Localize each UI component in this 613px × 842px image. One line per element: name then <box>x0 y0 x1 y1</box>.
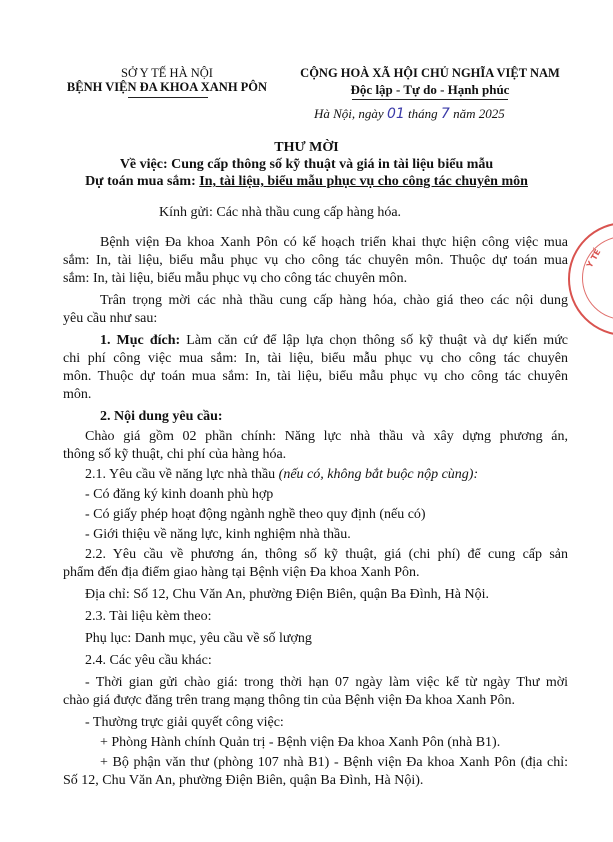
greeting <box>159 204 401 221</box>
budget-line <box>0 174 613 190</box>
req-23: 2.3. Tài liệu kèm theo: <box>85 609 212 624</box>
date-month-label: tháng <box>408 106 438 121</box>
deadline-line-2: chào giá được đăng trên trang mạng thông tin của Bệnh viện Đa khoa Xanh Pôn. <box>63 693 515 708</box>
req-21-item-2: - Có giấy phép hoạt động ngành nghề theo quy định (nếu có) <box>85 507 426 522</box>
invite-line-2: yêu cầu như sau: <box>63 311 158 326</box>
contact-heading: - Thường trực giải quyết công việc: <box>85 715 284 730</box>
req-21-label: 2.1. Yêu cầu về năng lực nhà thầu <box>85 467 279 482</box>
purpose-line-4: môn. <box>63 387 92 402</box>
official-stamp <box>568 222 613 336</box>
budget-value: In, tài liệu, biểu mẫu phục vụ cho công tác chuyên môn <box>199 174 528 189</box>
address-line: Địa chỉ: Số 12, Chu Văn An, phường Điện Biên, quận Ba Đình, Hà Nội. <box>85 587 489 602</box>
document-subject: Về việc: Cung cấp thông số kỹ thuật và giá in tài liệu biểu mẫu <box>119 157 494 172</box>
purpose-line-2: chi phí công việc mua sắm: In, tài liệu, biểu mẫu phục vụ cho công tác chuyên <box>63 351 568 366</box>
content-intro-line-1: Chào giá gồm 02 phần chính: Năng lực nhà thầu và xây dựng phương án, <box>85 429 568 444</box>
intro-line-1: Bệnh viện Đa khoa Xanh Pôn có kế hoạch triển khai thực hiện công việc mua <box>100 235 568 250</box>
budget-label: Dự toán mua sắm: <box>85 174 200 189</box>
date-month-handwritten: 7 <box>440 106 450 122</box>
greeting-recipient: Các nhà thầu cung cấp hàng hóa. <box>216 205 402 220</box>
document-title: THƯ MỜI <box>274 140 339 155</box>
content-heading: 2. Nội dung yêu cầu: <box>100 409 223 424</box>
contact-2-line-2: Số 12, Chu Văn An, phường Điện Biên, quận Ba Đình, Hà Nội). <box>63 773 424 788</box>
req-21 <box>85 466 478 483</box>
date-year: năm 2025 <box>453 106 505 121</box>
content-intro-line-2: thông số kỹ thuật, chi phí của hàng hóa. <box>63 447 287 462</box>
motto: Độc lập - Tự do - Hạnh phúc <box>350 82 510 97</box>
hospital-underline <box>128 97 208 98</box>
req-21-note: (nếu có, không bắt buộc nộp cùng): <box>278 467 479 482</box>
date-day-handwritten: 01 <box>386 106 405 122</box>
purpose-line-1 <box>100 332 568 349</box>
invite-line-1: Trân trọng mời các nhà thầu cung cấp hàng hóa, chào giá theo các nội dung <box>100 293 568 308</box>
hospital-name: BỆNH VIỆN ĐA KHOA XANH PÔN <box>66 80 268 94</box>
purpose-label: 1. Mục đích: <box>100 333 181 348</box>
req-21-item-1: - Có đăng ký kinh doanh phù hợp <box>85 487 274 502</box>
deadline-line-1: - Thời gian gửi chào giá: trong thời hạn 07 ngày làm việc kể từ ngày Thư mời <box>85 675 568 690</box>
date-line <box>314 106 505 122</box>
purpose-text-1: Làm căn cứ để lập lựa chọn thông số kỹ thuật và dự kiến mức <box>180 333 568 348</box>
motto-underline <box>352 99 508 100</box>
req-22-line-1: 2.2. Yêu cầu về phương án, thông số kỹ thuật, giá (chi phí) để cung cấp sản <box>85 547 568 562</box>
req-22-line-2: phẩm đến địa điểm giao hàng tại Bệnh viện Đa khoa Xanh Pôn. <box>63 565 420 580</box>
purpose-line-3: môn. Thuộc dự toán mua sắm: In, tài liệu, biểu mẫu phục vụ cho công tác chuyên <box>63 369 568 384</box>
nation-name: CỘNG HOÀ XÃ HỘI CHỦ NGHĨA VIỆT NAM <box>300 66 560 80</box>
greeting-label: Kính gửi: <box>159 205 213 220</box>
stamp-text: Y TẾ <box>584 247 603 270</box>
appendix-line: Phụ lục: Danh mục, yêu cầu về số lượng <box>85 631 312 646</box>
intro-line-3: sắm: In, tài liệu, biểu mẫu phục vụ cho công tác chuyên môn. <box>63 271 408 286</box>
req-21-item-3: - Giới thiệu về năng lực, kinh nghiệm nhà thầu. <box>85 527 351 542</box>
contact-1: + Phòng Hành chính Quản trị - Bệnh viện Đa khoa Xanh Pôn (nhà B1). <box>100 735 501 750</box>
date-prefix: Hà Nội, ngày <box>314 106 384 121</box>
agency-name: SỞ Y TẾ HÀ NỘI <box>121 66 213 80</box>
req-24: 2.4. Các yêu cầu khác: <box>85 653 212 668</box>
intro-line-2: sắm: In, tài liệu, biểu mẫu phục vụ cho công tác chuyên môn. Thuộc dự toán mua <box>63 253 568 268</box>
contact-2-line-1: + Bộ phận văn thư (phòng 107 nhà B1) - Bệnh viện Đa khoa Xanh Pôn (địa chỉ: <box>100 755 568 770</box>
